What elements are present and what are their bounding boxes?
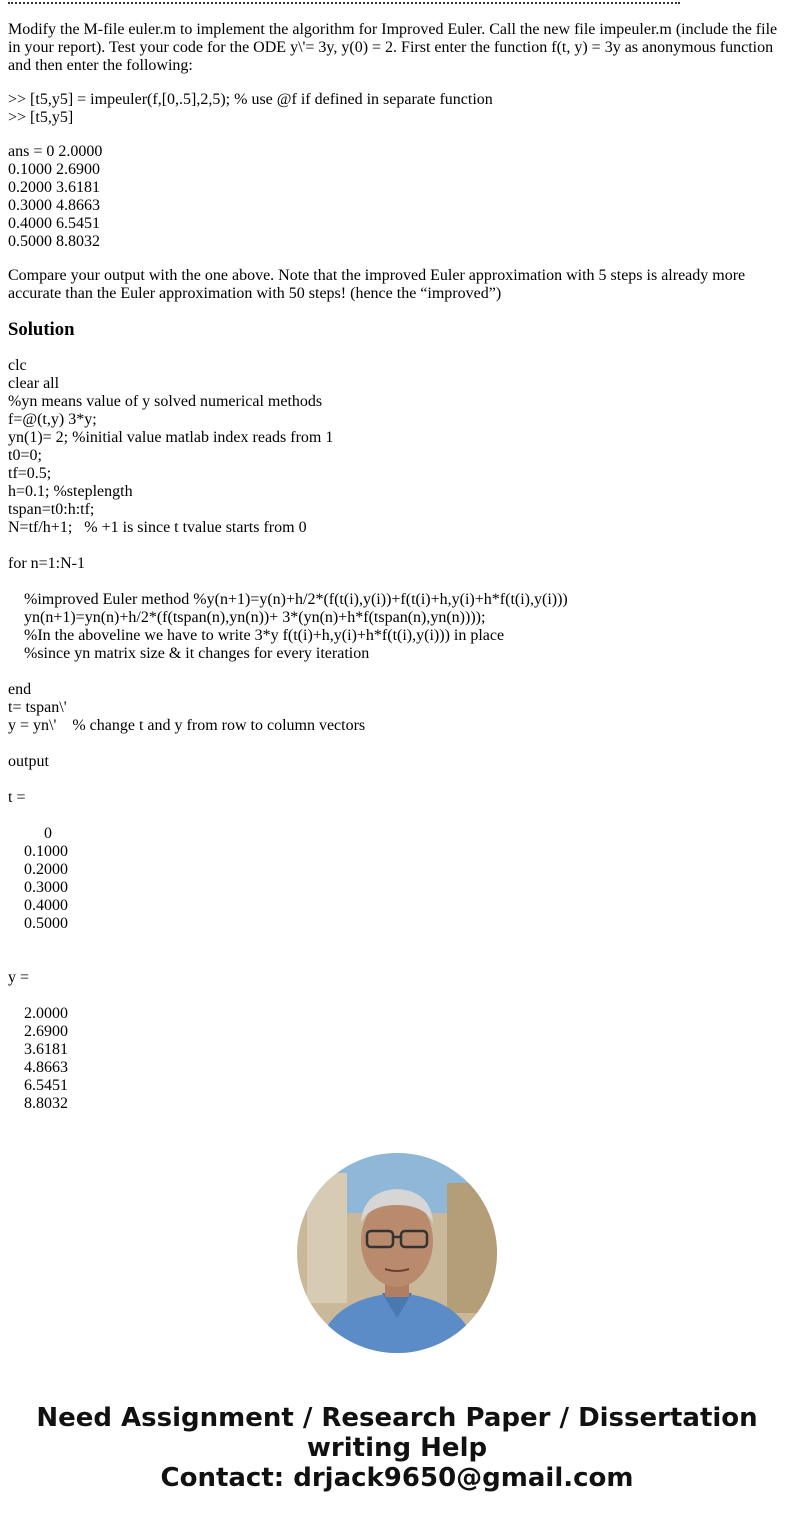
code-line: f=@(t,y) 3*y; [8,411,97,428]
code-line: y = [8,969,30,986]
compare-note: Compare your output with the one above. Note that the improved Euler approximation with 5 steps is already more accurate than the Euler approximation with 50 steps! (hence the “improved”) [8,267,746,302]
code-line: %since yn matrix size & it changes for every iteration [8,645,370,662]
code-line: end [8,681,32,698]
code-line: t= tspan\' [8,699,67,716]
code-line: %In the aboveline we have to write 3*y f(t(i)+h,y(i)+h*f(t(i),y(i))) in place [8,627,505,644]
code-line [8,771,786,789]
answer-line: 0.3000 4.8663 [8,197,100,214]
code-line: output [8,753,49,770]
code-line [8,573,786,591]
solution-heading: Solution [8,319,75,340]
code-line: clear all [8,375,60,392]
code-line: 4.8663 [8,1059,68,1076]
code-line: %improved Euler method %y(n+1)=y(n)+h/2*(f(t(i),y(i))+f(t(i)+h,y(i)+h*f(t(i),y(i))) [8,591,568,608]
code-line [8,735,786,753]
banner-line: Contact: drjack9650@gmail.com [160,1463,634,1493]
expected-answer [8,143,786,251]
code-line: 2.6900 [8,1023,68,1040]
code-line: tspan=t0:h:tf; [8,501,95,518]
code-line [8,807,786,825]
banner-line: writing Help [306,1433,488,1463]
code-line: for n=1:N-1 [8,555,86,572]
code-line: 0.5000 [8,915,68,932]
answer-line: 0.4000 6.5451 [8,215,100,232]
code-line: N=tf/h+1; % +1 is since t tvalue starts from 0 [8,519,307,536]
command-line: >> [t5,y5] [8,109,74,126]
dotted-divider [8,0,680,4]
code-line: y = yn\' % change t and y from row to column vectors [8,717,366,734]
question-intro: Modify the M-file euler.m to implement the algorithm for Improved Euler. Call the new file impeuler.m (include the file in your report). Test your code for the ODE y\'= 3y, y(0) = 2. First enter the function f(t, y) = 3y as anonymous function and then enter the following: [8,21,778,74]
answer-line: 0.5000 8.8032 [8,233,100,250]
banner-line: Need Assignment / Research Paper / Dissertation [36,1403,758,1433]
code-line: t0=0; [8,447,42,464]
code-line: 0 [8,825,52,842]
code-line: h=0.1; %steplength [8,483,133,500]
code-line [8,987,786,1005]
command-block [8,91,786,127]
answer-line: 0.1000 2.6900 [8,161,100,178]
answer-line: ans = 0 2.0000 [8,143,103,160]
code-line: tf=0.5; [8,465,52,482]
code-line [8,663,786,681]
code-line: 3.6181 [8,1041,68,1058]
code-line: 6.5451 [8,1077,68,1094]
code-line: 0.2000 [8,861,68,878]
code-line: yn(n+1)=yn(n)+h/2*(f(tspan(n),yn(n))+ 3*(yn(n)+h*f(tspan(n),yn(n)))); [8,609,486,626]
code-line: 0.4000 [8,897,68,914]
author-avatar [297,1153,497,1353]
code-line [8,933,786,951]
code-line [8,951,786,969]
solution-code [8,357,786,1113]
code-line: clc [8,357,27,374]
code-line: %yn means value of y solved numerical methods [8,393,323,410]
document-body [8,21,786,1113]
code-line [8,537,786,555]
code-line: yn(1)= 2; %initial value matlab index reads from 1 [8,429,334,446]
code-line: 0.3000 [8,879,68,896]
code-line: 8.8032 [8,1095,68,1112]
code-line: 0.1000 [8,843,68,860]
code-line: 2.0000 [8,1005,68,1022]
answer-line: 0.2000 3.6181 [8,179,100,196]
contact-banner [0,1403,794,1493]
code-line: t = [8,789,26,806]
command-line: >> [t5,y5] = impeuler(f,[0,.5],2,5); % use @f if defined in separate function [8,91,493,108]
